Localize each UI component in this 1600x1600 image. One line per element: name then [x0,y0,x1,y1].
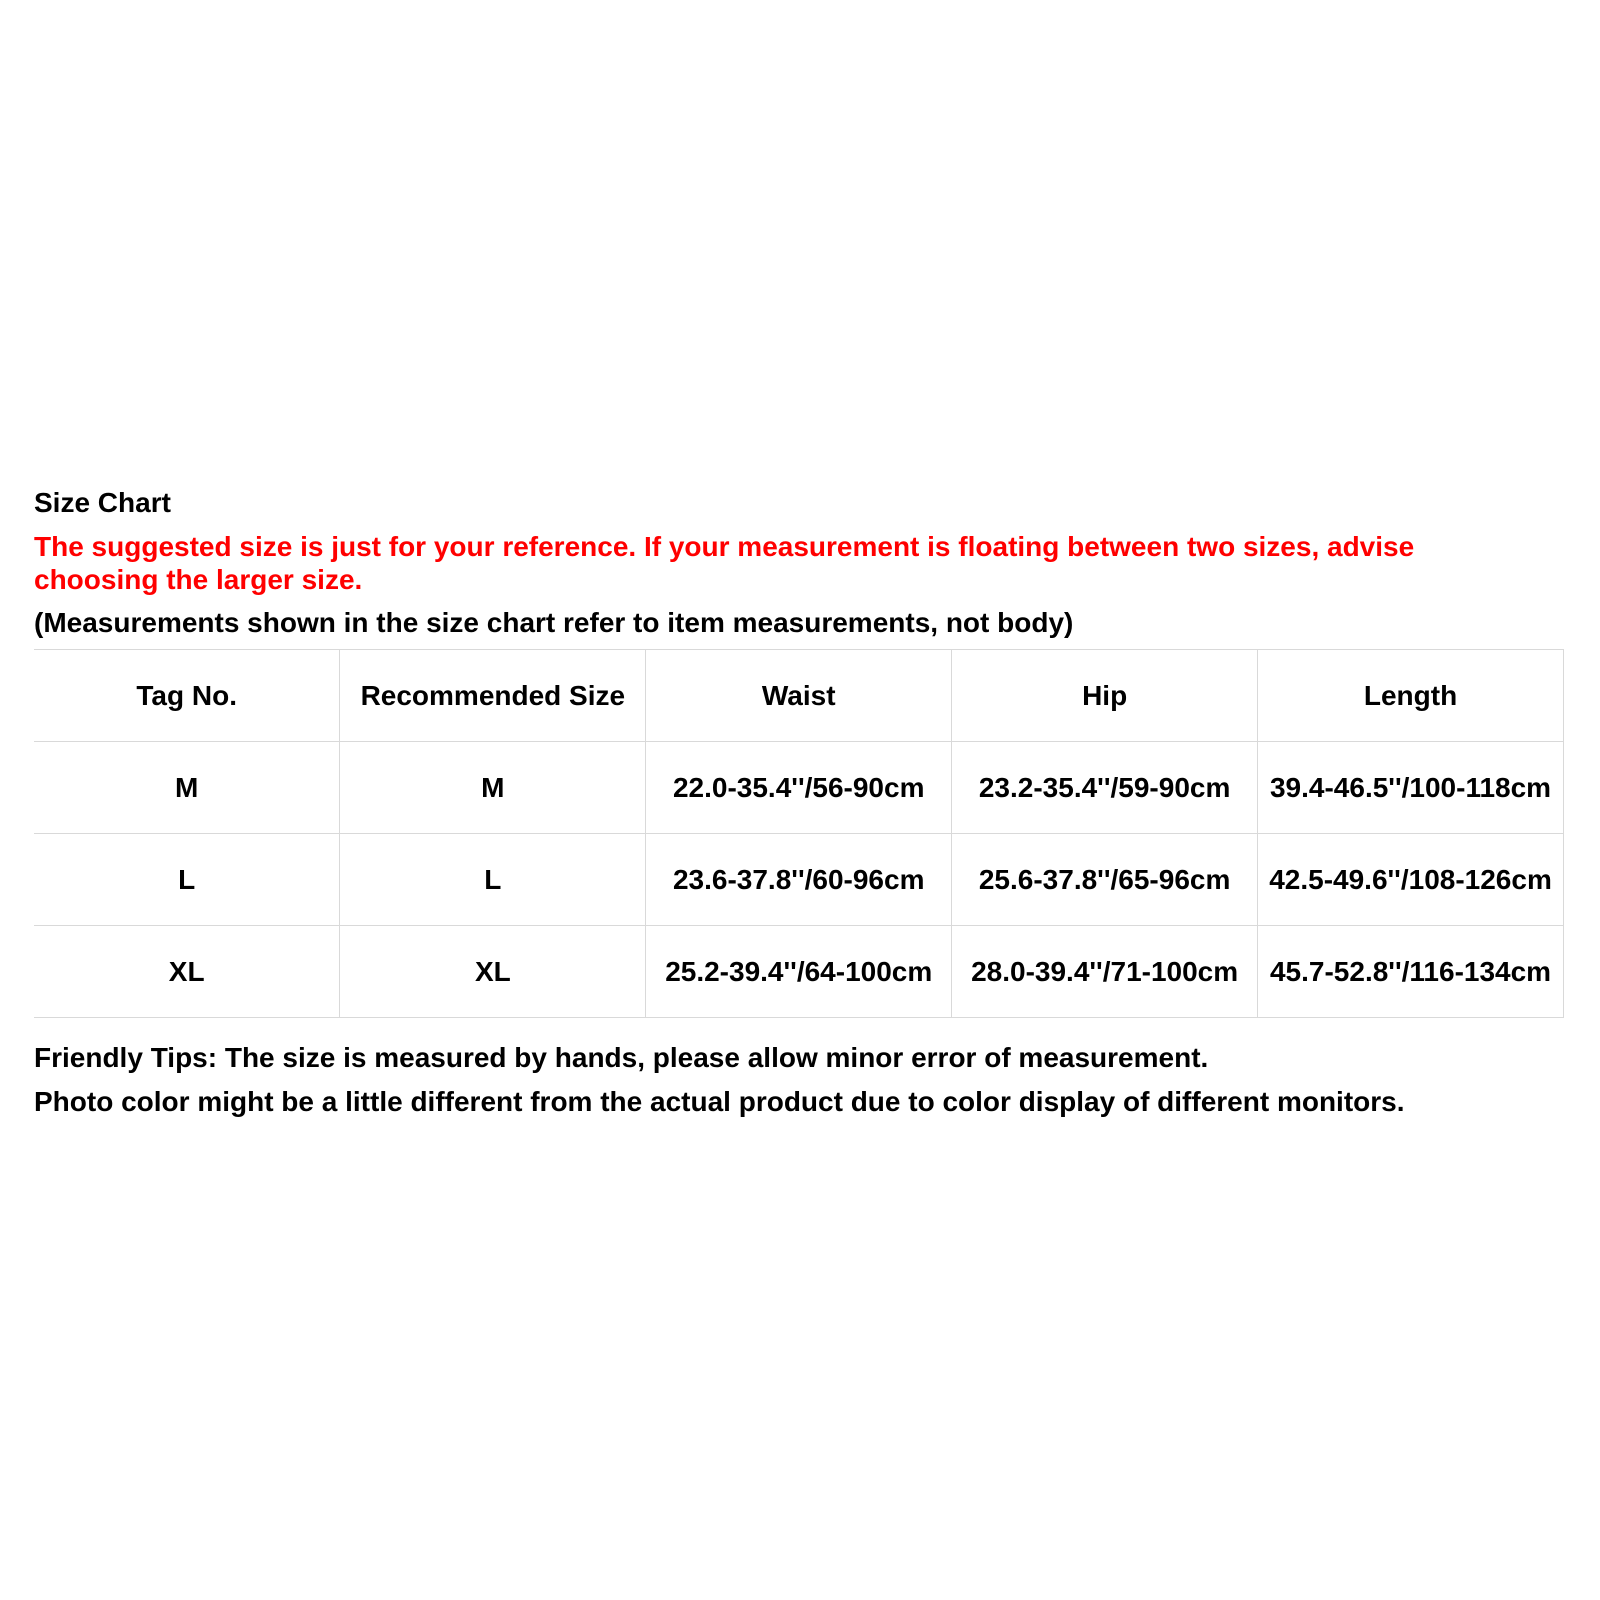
header-hip: Hip [952,650,1258,742]
size-suggestion-note: The suggested size is just for your reference. If your measurement is floating between two sizes, advise choosing the larger size. [34,531,1415,595]
cell-recommended-size: L [340,834,646,926]
cell-hip: 25.6-37.8''/65-96cm [952,834,1258,926]
cell-recommended-size: M [340,742,646,834]
size-chart-section [34,486,1564,1124]
cell-tag-no: L [34,834,340,926]
table-row [34,742,1564,834]
cell-recommended-size: XL [340,926,646,1018]
cell-tag-no: XL [34,926,340,1018]
cell-waist: 25.2-39.4''/64-100cm [646,926,952,1018]
cell-waist: 22.0-35.4''/56-90cm [646,742,952,834]
header-waist: Waist [646,650,952,742]
measurement-note: (Measurements shown in the size chart refer to item measurements, not body) [34,607,1074,638]
tips-line-2: Photo color might be a little different from the actual product due to color display of different monitors. [34,1086,1405,1117]
cell-length: 39.4-46.5''/100-118cm [1258,742,1564,834]
page-title: Size Chart [34,487,171,518]
cell-hip: 23.2-35.4''/59-90cm [952,742,1258,834]
table-row [34,834,1564,926]
header-recommended-size: Recommended Size [340,650,646,742]
cell-waist: 23.6-37.8''/60-96cm [646,834,952,926]
size-table [34,649,1564,1018]
header-length: Length [1258,650,1564,742]
cell-hip: 28.0-39.4''/71-100cm [952,926,1258,1018]
cell-length: 42.5-49.6''/108-126cm [1258,834,1564,926]
table-row [34,926,1564,1018]
friendly-tips [34,1036,1564,1124]
tips-line-1: Friendly Tips: The size is measured by hands, please allow minor error of measurement. [34,1042,1209,1073]
table-header-row [34,650,1564,742]
cell-tag-no: M [34,742,340,834]
cell-length: 45.7-52.8''/116-134cm [1258,926,1564,1018]
header-tag-no: Tag No. [34,650,340,742]
